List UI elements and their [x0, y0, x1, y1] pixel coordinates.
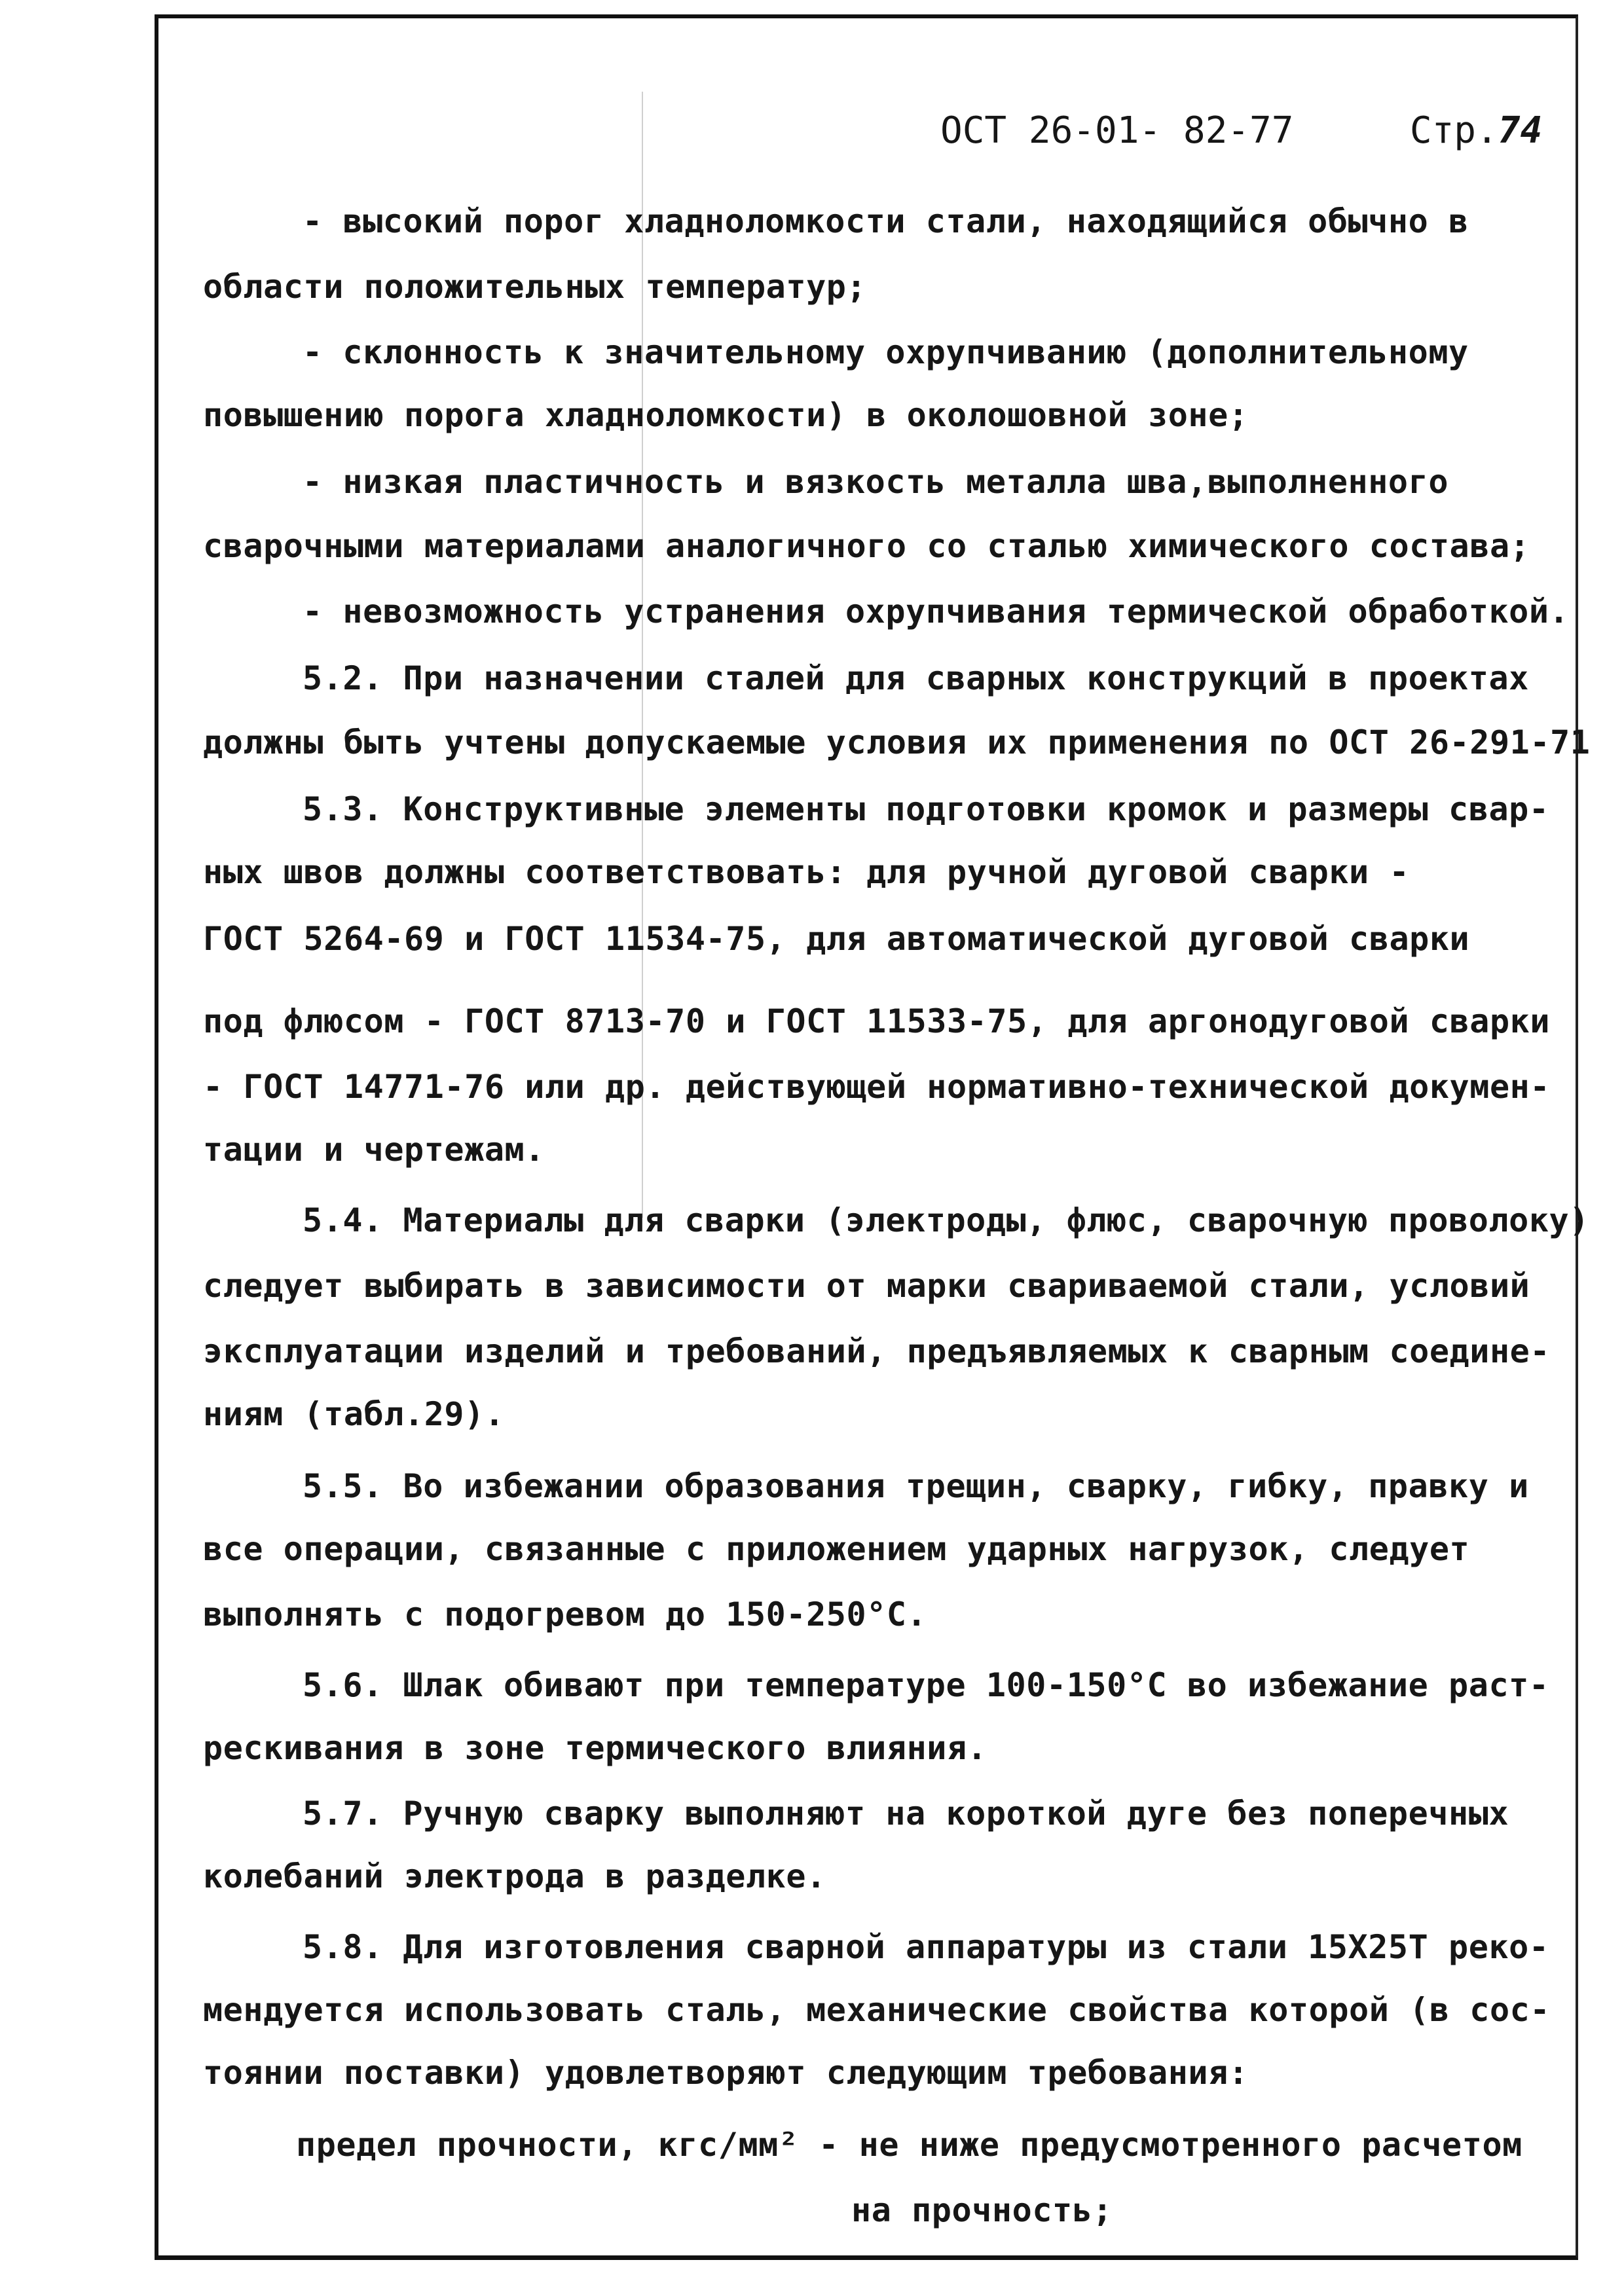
text-line: следует выбирать в зависимости от марки свариваемой стали, условий — [203, 1267, 1530, 1305]
text-line: ГОСТ 5264-69 и ГОСТ 11534-75, для автоматической дуговой сварки — [203, 920, 1470, 958]
scan-fold-line — [642, 92, 643, 1218]
text-line: 5.4. Материалы для сварки (электроды, флюс, сварочную проволоку) — [303, 1201, 1589, 1239]
text-line: колебаний электрода в разделке. — [203, 1857, 826, 1895]
text-line: - ГОСТ 14771-76 или др. действующей нормативно-технической докумен- — [203, 1068, 1551, 1106]
text-line: 5.7. Ручную сварку выполняют на короткой дуге без поперечных — [303, 1795, 1509, 1832]
text-line: выполнять с подогревом до 150-250°С. — [203, 1595, 927, 1633]
text-line: 5.6. Шлак обивают при температуре 100-150°С во избежание раст- — [303, 1666, 1549, 1704]
text-line: ниям (табл.29). — [203, 1395, 505, 1433]
text-line: повышению порога хладноломкости) в околошовной зоне; — [203, 396, 1249, 434]
text-line: под флюсом - ГОСТ 8713-70 и ГОСТ 11533-75, для аргонодуговой сварки — [203, 1002, 1551, 1040]
text-line: мендуется использовать сталь, механические свойства которой (в сос- — [203, 1991, 1551, 2029]
text-line: сварочными материалами аналогичного со сталью химического состава; — [203, 527, 1530, 565]
text-line: все операции, связанные с приложением ударных нагрузок, следует — [203, 1530, 1470, 1568]
page-number: 74 — [1498, 109, 1543, 152]
text-line: должны быть учтены допускаемые условия их применения по ОСТ 26-291-71 — [203, 723, 1591, 761]
text-line: тации и чертежам. — [203, 1131, 545, 1169]
text-line: - низкая пластичность и вязкость металла шва,выполненного — [303, 463, 1449, 501]
text-line: 5.8. Для изготовления сварной аппаратуры из стали 15Х25Т реко- — [303, 1928, 1549, 1966]
text-line: 5.2. При назначении сталей для сварных конструкций в проектах — [303, 659, 1529, 697]
text-line: тоянии поставки) удовлетворяют следующим требования: — [203, 2054, 1249, 2092]
page-header — [940, 110, 1542, 152]
text-line: - склонность к значительному охрупчиванию (дополнительному — [303, 333, 1469, 371]
text-line: ных швов должны соответствовать: для ручной дуговой сварки - — [203, 853, 1410, 891]
text-line: рескивания в зоне термического влияния. — [203, 1729, 987, 1767]
text-line: 5.5. Во избежании образования трещин, сварку, гибку, правку и — [303, 1467, 1529, 1505]
text-line: эксплуатации изделий и требований, предъявляемых к сварным соедине- — [203, 1332, 1551, 1370]
document-code: ОСТ 26-01- 82-77 — [940, 109, 1294, 152]
text-line: - невозможность устранения охрупчивания термической обработкой. — [303, 592, 1570, 630]
page-label: Стр. — [1409, 109, 1498, 152]
text-line: предел прочности, кгс/мм² - не ниже предусмотренного расчетом — [296, 2126, 1522, 2164]
text-line: 5.3. Конструктивные элементы подготовки кромок и размеры свар- — [303, 790, 1549, 828]
text-line: на прочность; — [851, 2191, 1113, 2229]
text-line: области положительных температур; — [203, 268, 867, 306]
text-line: - высокий порог хладноломкости стали, находящийся обычно в — [303, 202, 1469, 240]
